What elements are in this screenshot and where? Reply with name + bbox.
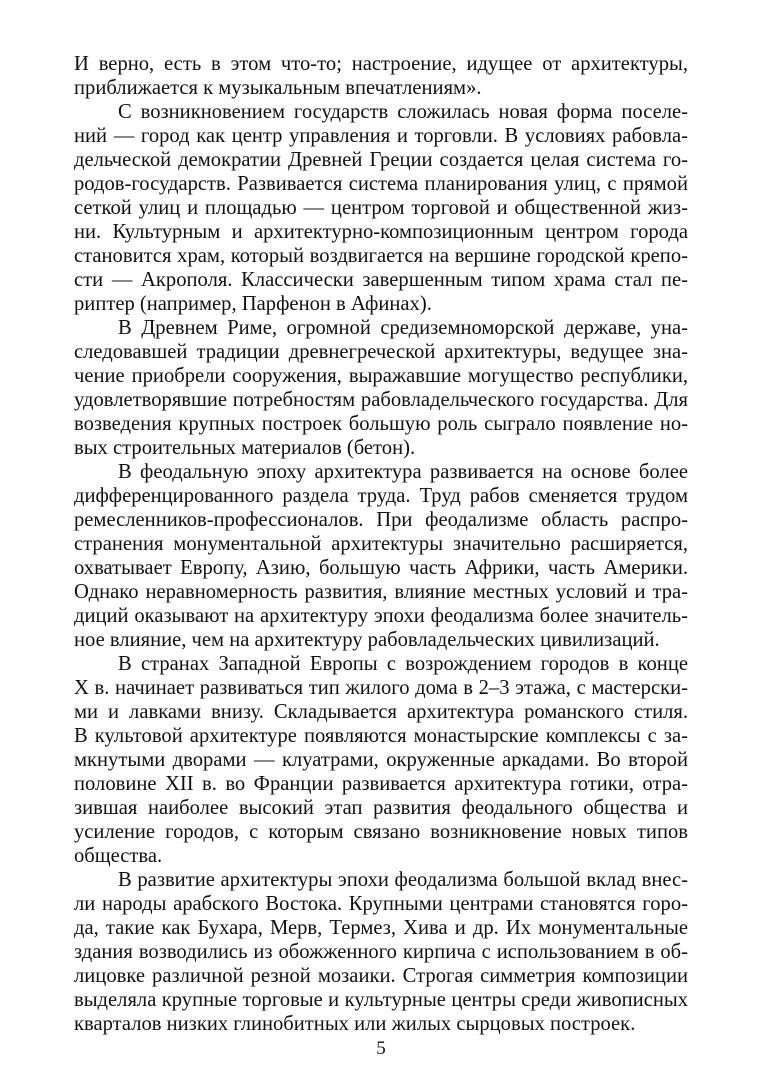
text-line: охватывает Европу, Азию, большую часть Африки, часть Америки. bbox=[74, 557, 688, 579]
text-line: диций оказывают на архитектуру эпохи феодализма более значитель- bbox=[74, 605, 688, 627]
text-line: сеткой улиц и площадью — центром торговой и общественной жиз- bbox=[74, 197, 688, 219]
text-line: здания возводились из обожженного кирпича с использованием в об- bbox=[74, 941, 688, 963]
text-line: дифференцированного раздела труда. Труд рабов сменяется трудом bbox=[74, 485, 688, 507]
text-line: сти — Акрополя. Классически завершенным типом храма стал пе- bbox=[74, 269, 688, 291]
text-line: Однако неравномерность развития, влияние местных условий и тра- bbox=[74, 581, 688, 603]
paragraph-first-line: С возникновением государств сложилась новая форма поселе- bbox=[118, 101, 688, 123]
text-line: странения монументальной архитектуры значительно расширяется, bbox=[74, 533, 688, 555]
text-line: приближается к музыкальным впечатлениям». bbox=[74, 77, 482, 99]
text-line: да, такие как Бухара, Мерв, Термез, Хива и др. Их монументальные bbox=[74, 917, 688, 939]
text-line: кварталов низких глинобитных или жилых сырцовых построек. bbox=[74, 1013, 636, 1035]
text-line: зившая наиболее высокий этап развития феодального общества и bbox=[74, 797, 688, 819]
document-page bbox=[74, 52, 688, 1062]
text-line: вых строительных материалов (бетон). bbox=[74, 437, 416, 459]
text-line: общества. bbox=[74, 845, 163, 867]
text-line: усиление городов, с которым связано возникновение новых типов bbox=[74, 821, 688, 843]
text-line: риптер (например, Парфенон в Афинах). bbox=[74, 293, 432, 315]
text-line: ное влияние, чем на архитектуру рабовладельческих цивилизаций. bbox=[74, 629, 660, 651]
text-line: ремесленников-профессионалов. При феодализме область распро- bbox=[74, 509, 688, 531]
text-line: ни. Культурным и архитектурно-композиционным центром города bbox=[74, 221, 688, 243]
paragraph-first-line: В развитие архитектуры эпохи феодализма большой вклад внес- bbox=[118, 869, 688, 891]
text-line: чение приобрели сооружения, выражавшие могущество республики, bbox=[74, 365, 688, 387]
text-line: ний — город как центр управления и торговли. В условиях рабовла- bbox=[74, 125, 688, 147]
text-line: выделяла крупные торговые и культурные центры среди живописных bbox=[74, 989, 688, 1011]
paragraph-first-line: В странах Западной Европы с возрождением городов в конце bbox=[118, 653, 688, 675]
text-line: удовлетворявшие потребностям рабовладельческого государства. Для bbox=[74, 389, 688, 411]
paragraph-first-line: В Древнем Риме, огромной средиземноморской державе, уна- bbox=[118, 317, 688, 339]
text-line: дельческой демократии Древней Греции создается целая система го- bbox=[74, 149, 688, 171]
text-line: родов-государств. Развивается система планирования улиц, с прямой bbox=[74, 173, 688, 195]
page-number: 5 bbox=[376, 1038, 386, 1059]
text-line: И верно, есть в этом что-то; настроение, идущее от архитектуры, bbox=[74, 53, 688, 75]
text-line: ли народы арабского Востока. Крупными центрами становятся горо- bbox=[74, 893, 688, 915]
text-line: мкнутыми дворами — клуатрами, окруженные аркадами. Во второй bbox=[74, 749, 688, 771]
text-line: лицовке различной резной мозаики. Строгая симметрия композиции bbox=[74, 965, 688, 987]
text-line: половине XII в. во Франции развивается архитектура готики, отра- bbox=[74, 773, 688, 795]
text-line: следовавшей традиции древнегреческой архитектуры, ведущее зна- bbox=[74, 341, 688, 363]
text-line: становится храм, который воздвигается на вершине городской крепо- bbox=[74, 245, 688, 267]
text-line: возведения крупных построек большую роль сыграло появление но- bbox=[74, 413, 688, 435]
text-line: X в. начинает развиваться тип жилого дома в 2–3 этажа, с мастерски- bbox=[74, 677, 688, 699]
text-line: ми и лавками внизу. Складывается архитектура романского стиля. bbox=[74, 701, 688, 723]
paragraph-first-line: В феодальную эпоху архитектура развивается на основе более bbox=[118, 461, 688, 483]
text-line: В культовой архитектуре появляются монастырские комплексы с за- bbox=[74, 725, 688, 747]
